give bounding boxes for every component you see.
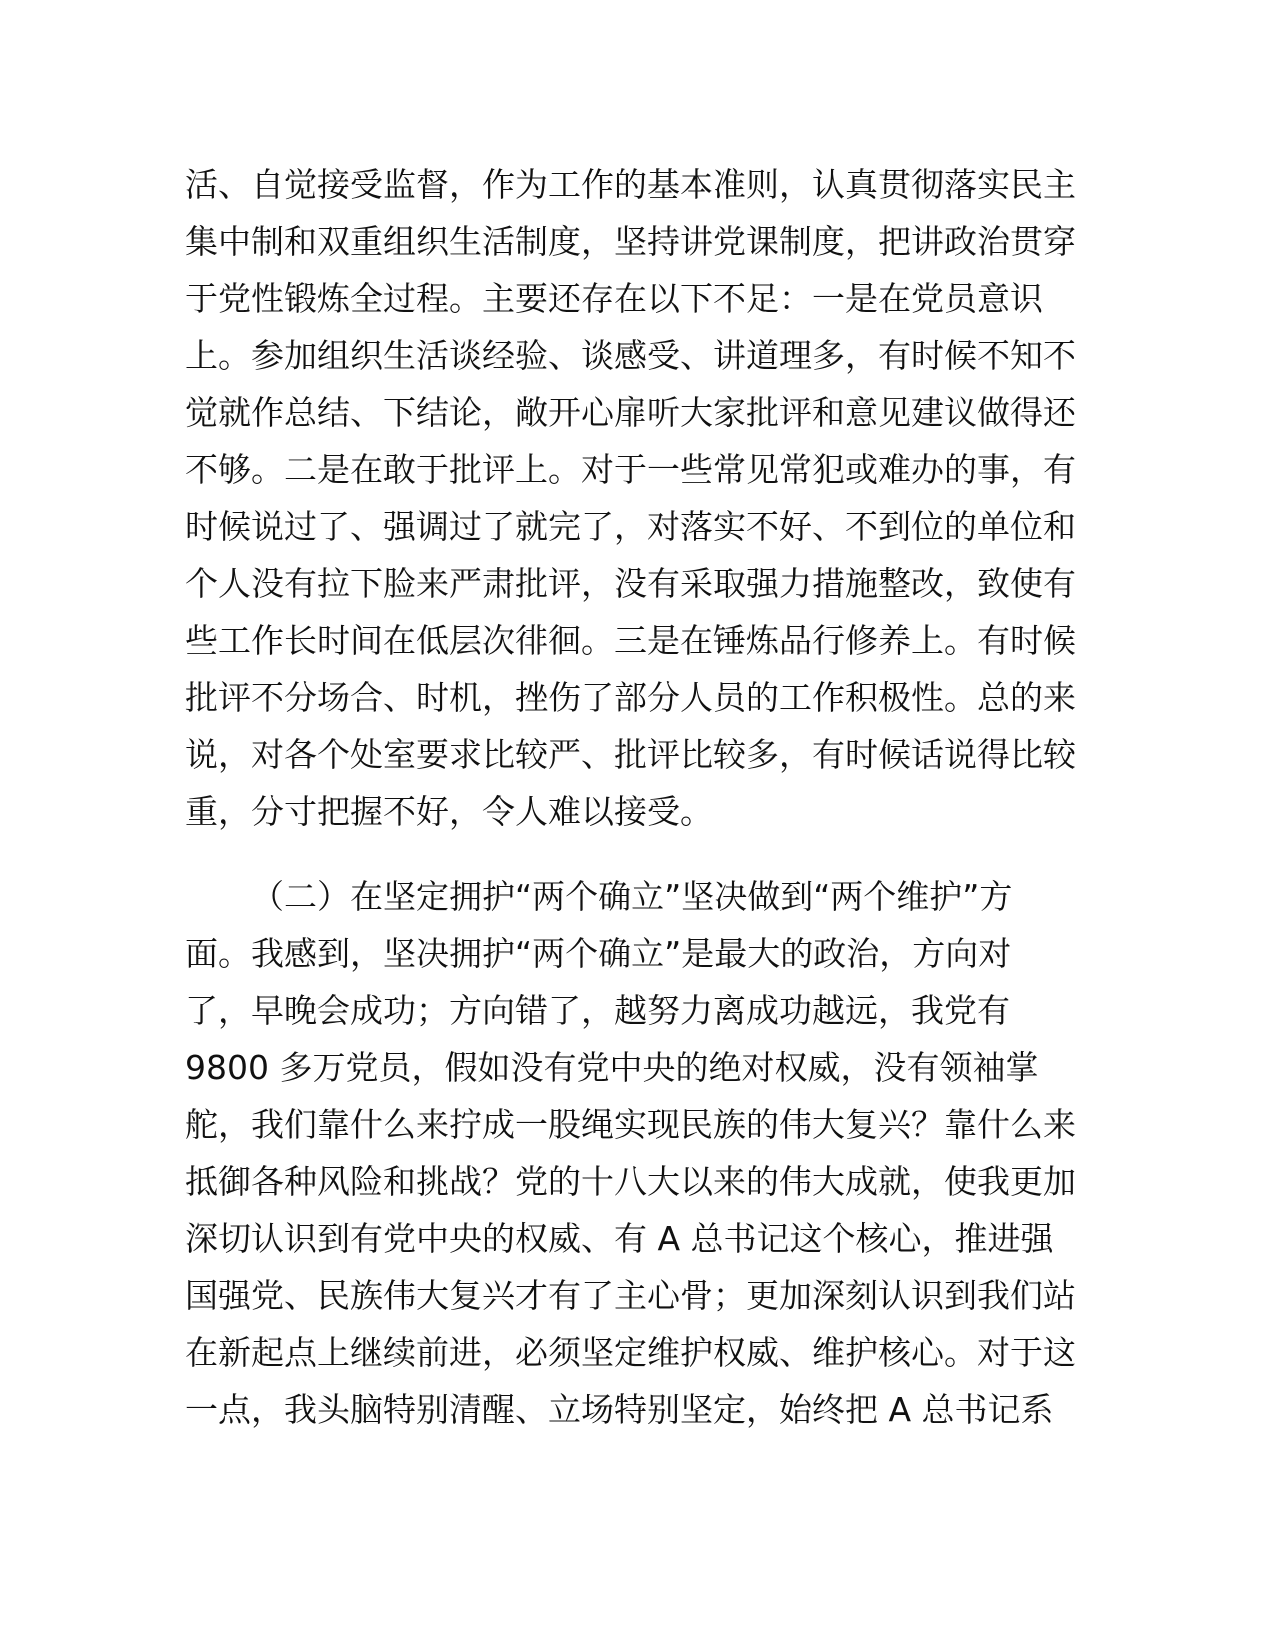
text-line: 活、自觉接受监督，作为工作的基本准则，认真贯彻落实民主 <box>185 165 1076 204</box>
text-line: 个人没有拉下脸来严肃批评，没有采取强力措施整改，致使有 <box>185 564 1076 603</box>
text-line: 上。参加组织生活谈经验、谈感受、讲道理多，有时候不知不 <box>185 336 1076 375</box>
section-heading-line: （二）在坚定拥护“两个确立”坚决做到“两个维护”方 <box>251 877 1013 916</box>
text-line: 抵御各种风险和挑战？党的十八大以来的伟大成就，使我更加 <box>185 1162 1076 1201</box>
text-line: 于党性锻炼全过程。主要还存在以下不足：一是在党员意识 <box>185 279 1043 318</box>
text-line: 集中制和双重组织生活制度，坚持讲党课制度，把讲政治贯穿 <box>185 222 1076 261</box>
text-line: 在新起点上继续前进，必须坚定维护权威、维护核心。对于这 <box>185 1333 1076 1372</box>
text-line: 说，对各个处室要求比较严、批评比较多，有时候话说得比较 <box>185 735 1076 774</box>
text-line: 国强党、民族伟大复兴才有了主心骨；更加深刻认识到我们站 <box>185 1276 1076 1315</box>
text-line: 深切认识到有党中央的权威、有 A 总书记这个核心，推进强 <box>185 1219 1054 1258</box>
text-line: 重，分寸把握不好，令人难以接受。 <box>185 792 713 831</box>
paragraph-section-two <box>185 868 1085 1438</box>
text-line: 9800 多万党员，假如没有党中央的绝对权威，没有领袖掌 <box>185 1048 1039 1087</box>
text-line: 时候说过了、强调过了就完了，对落实不好、不到位的单位和 <box>185 507 1076 546</box>
text-line: 些工作长时间在低层次徘徊。三是在锤炼品行修养上。有时候 <box>185 621 1076 660</box>
text-line: 一点，我头脑特别清醒、立场特别坚定，始终把 A 总书记系 <box>185 1390 1054 1429</box>
text-line: 觉就作总结、下结论，敞开心扉听大家批评和意见建议做得还 <box>185 393 1076 432</box>
text-line: 了，早晚会成功；方向错了，越努力离成功越远，我党有 <box>185 991 1010 1030</box>
text-line: 舵，我们靠什么来拧成一股绳实现民族的伟大复兴？靠什么来 <box>185 1105 1076 1144</box>
text-line: 面。我感到，坚决拥护“两个确立”是最大的政治，方向对 <box>185 934 1012 973</box>
text-line: 不够。二是在敢于批评上。对于一些常见常犯或难办的事，有 <box>185 450 1076 489</box>
paragraph-continued <box>185 156 1085 840</box>
text-line: 批评不分场合、时机，挫伤了部分人员的工作积极性。总的来 <box>185 678 1076 717</box>
